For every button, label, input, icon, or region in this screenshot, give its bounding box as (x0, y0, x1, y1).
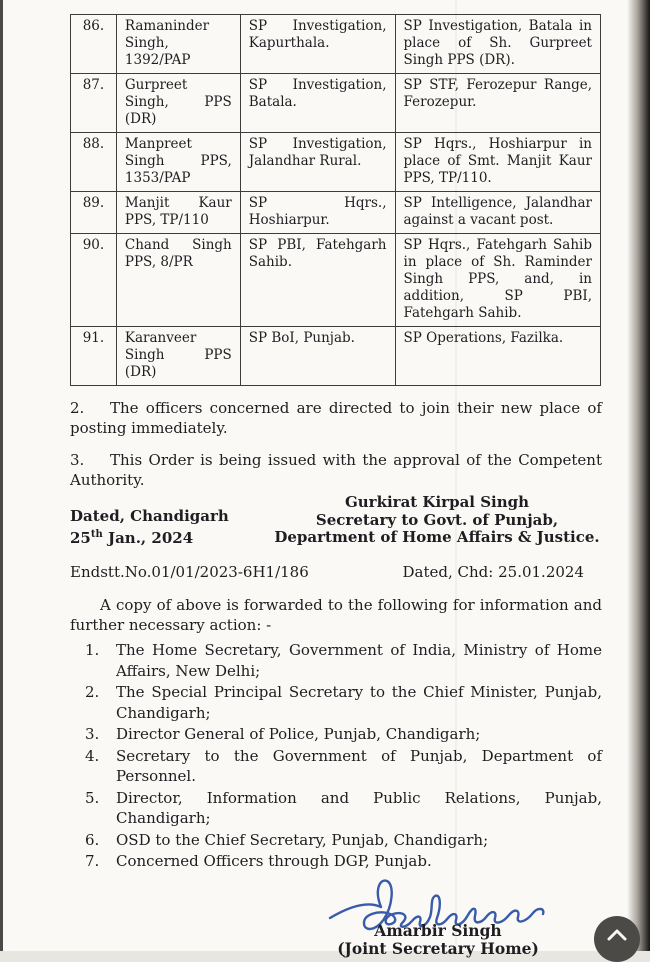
chevron-up-icon (606, 928, 628, 942)
page-content (70, 0, 602, 958)
table-row (71, 133, 601, 192)
signatory-block-1 (70, 494, 602, 547)
endorsement-number: Endstt.No.01/01/2023-6H1/186 (70, 563, 309, 581)
paragraph-number: 2. (70, 399, 85, 417)
cell-present-posting: SP Investigation, Kapurthala. (240, 15, 395, 74)
recipient-number: 5. (85, 788, 100, 807)
dateline-place: Dated, Chandigarh (70, 507, 229, 525)
cell-officer-name: Manpreet Singh PPS, 1353/PAP (116, 133, 240, 192)
endorsement-row (70, 563, 602, 582)
recipient-number: 3. (85, 725, 100, 743)
recipient-text: OSD to the Chief Secretary, Punjab, Chandigarh; (116, 830, 489, 849)
paragraph-2 (70, 399, 602, 438)
cell-officer-name: Ramaninder Singh, 1392/PAP (116, 15, 240, 74)
cell-officer-name: Gurpreet Singh, PPS (DR) (116, 74, 240, 133)
recipient-text: Director General of Police, Punjab, Chandigarh; (116, 725, 481, 743)
recipient-number: 1. (85, 641, 100, 659)
recipient-text: Director, Information and Public Relations, Punjab, Chandigarh; (116, 788, 602, 827)
cell-serial-number: 87. (71, 74, 117, 133)
recipient-number: 6. (85, 830, 100, 849)
table-row (71, 327, 601, 386)
cell-present-posting: SP Investigation, Jalandhar Rural. (240, 133, 395, 192)
cell-new-posting: SP STF, Ferozepur Range, Ferozepur. (395, 74, 601, 133)
forwarding-intro: A copy of above is forwarded to the following for information and further necessary action: - (70, 596, 602, 634)
cell-new-posting: SP Hqrs., Fatehgarh Sahib in place of Sh. Raminder Singh PPS, and, in addition, SP PBI, Fatehgarh Sahib. (395, 234, 601, 327)
recipient-number: 2. (85, 683, 100, 701)
cell-new-posting: SP Operations, Fazilka. (395, 327, 601, 386)
recipient-text: Secretary to the Government of Punjab, Department of Personnel. (116, 746, 602, 785)
cell-serial-number: 88. (71, 133, 117, 192)
cell-serial-number: 86. (71, 15, 117, 74)
cell-serial-number: 89. (71, 192, 117, 234)
recipient-number: 4. (85, 746, 100, 765)
cell-new-posting: SP Hqrs., Hoshiarpur in place of Smt. Manjit Kaur PPS, TP/110. (395, 133, 601, 192)
recipient-item (85, 640, 602, 681)
recipients-list (70, 640, 602, 872)
recipient-text: Concerned Officers through DGP, Punjab. (116, 852, 432, 870)
signatory1 (272, 494, 602, 547)
table-row (71, 15, 601, 74)
cell-new-posting: SP Investigation, Batala in place of Sh. Gurpreet Singh PPS (DR). (395, 15, 601, 74)
paragraph-text: This Order is being issued with the approval of the Competent Authority. (70, 451, 602, 489)
endorsement-date: Dated, Chd: 25.01.2024 (402, 563, 584, 581)
date-ordinal-suffix: th (90, 528, 103, 540)
recipient-item (85, 746, 602, 787)
table-body (71, 15, 601, 386)
cell-officer-name: Chand Singh PPS, 8/PR (116, 234, 240, 327)
cell-serial-number: 91. (71, 327, 117, 386)
cell-officer-name: Manjit Kaur PPS, TP/110 (116, 192, 240, 234)
dateline-date: 25th Jan., 2024 (70, 528, 194, 547)
cell-new-posting: SP Intelligence, Jalandhar against a vacant post. (395, 192, 601, 234)
dateline (70, 508, 229, 547)
cell-present-posting: SP BoI, Punjab. (240, 327, 395, 386)
signatory1-name: Gurkirat Kirpal Singh (344, 493, 530, 511)
scroll-to-top-button[interactable] (594, 916, 640, 962)
recipient-item (85, 830, 602, 851)
transfer-orders-table (70, 14, 601, 386)
recipient-text: The Special Principal Secretary to the Chief Minister, Punjab, Chandigarh; (116, 683, 602, 722)
signatory-block-2 (318, 874, 558, 958)
table-row (71, 74, 601, 133)
cell-officer-name: Karanveer Singh PPS (DR) (116, 327, 240, 386)
recipient-text: The Home Secretary, Government of India, Ministry of Home Affairs, New Delhi; (116, 641, 602, 680)
recipient-item (85, 851, 602, 872)
paragraph-number: 3. (70, 451, 85, 469)
recipient-item (85, 724, 602, 745)
scan-edge-left (0, 0, 3, 951)
signatory2-title: (Joint Secretary Home) (337, 938, 539, 958)
table-row (71, 234, 601, 327)
recipient-item (85, 788, 602, 829)
cell-present-posting: SP Investigation, Batala. (240, 74, 395, 133)
recipient-number: 7. (85, 852, 100, 870)
paragraph-3 (70, 451, 602, 490)
cell-present-posting: SP PBI, Fatehgarh Sahib. (240, 234, 395, 327)
recipient-item (85, 682, 602, 723)
cell-serial-number: 90. (71, 234, 117, 327)
paragraph-text: The officers concerned are directed to join their new place of posting immediately. (70, 399, 602, 437)
signatory1-title-line2: Department of Home Affairs & Justice. (274, 528, 600, 546)
signatory1-title-line1: Secretary to Govt. of Punjab, (315, 510, 559, 529)
scan-edge-right (627, 0, 650, 951)
signatory2-name: Amarbir Singh (374, 920, 502, 940)
cell-present-posting: SP Hqrs., Hoshiarpur. (240, 192, 395, 234)
table-row (71, 192, 601, 234)
